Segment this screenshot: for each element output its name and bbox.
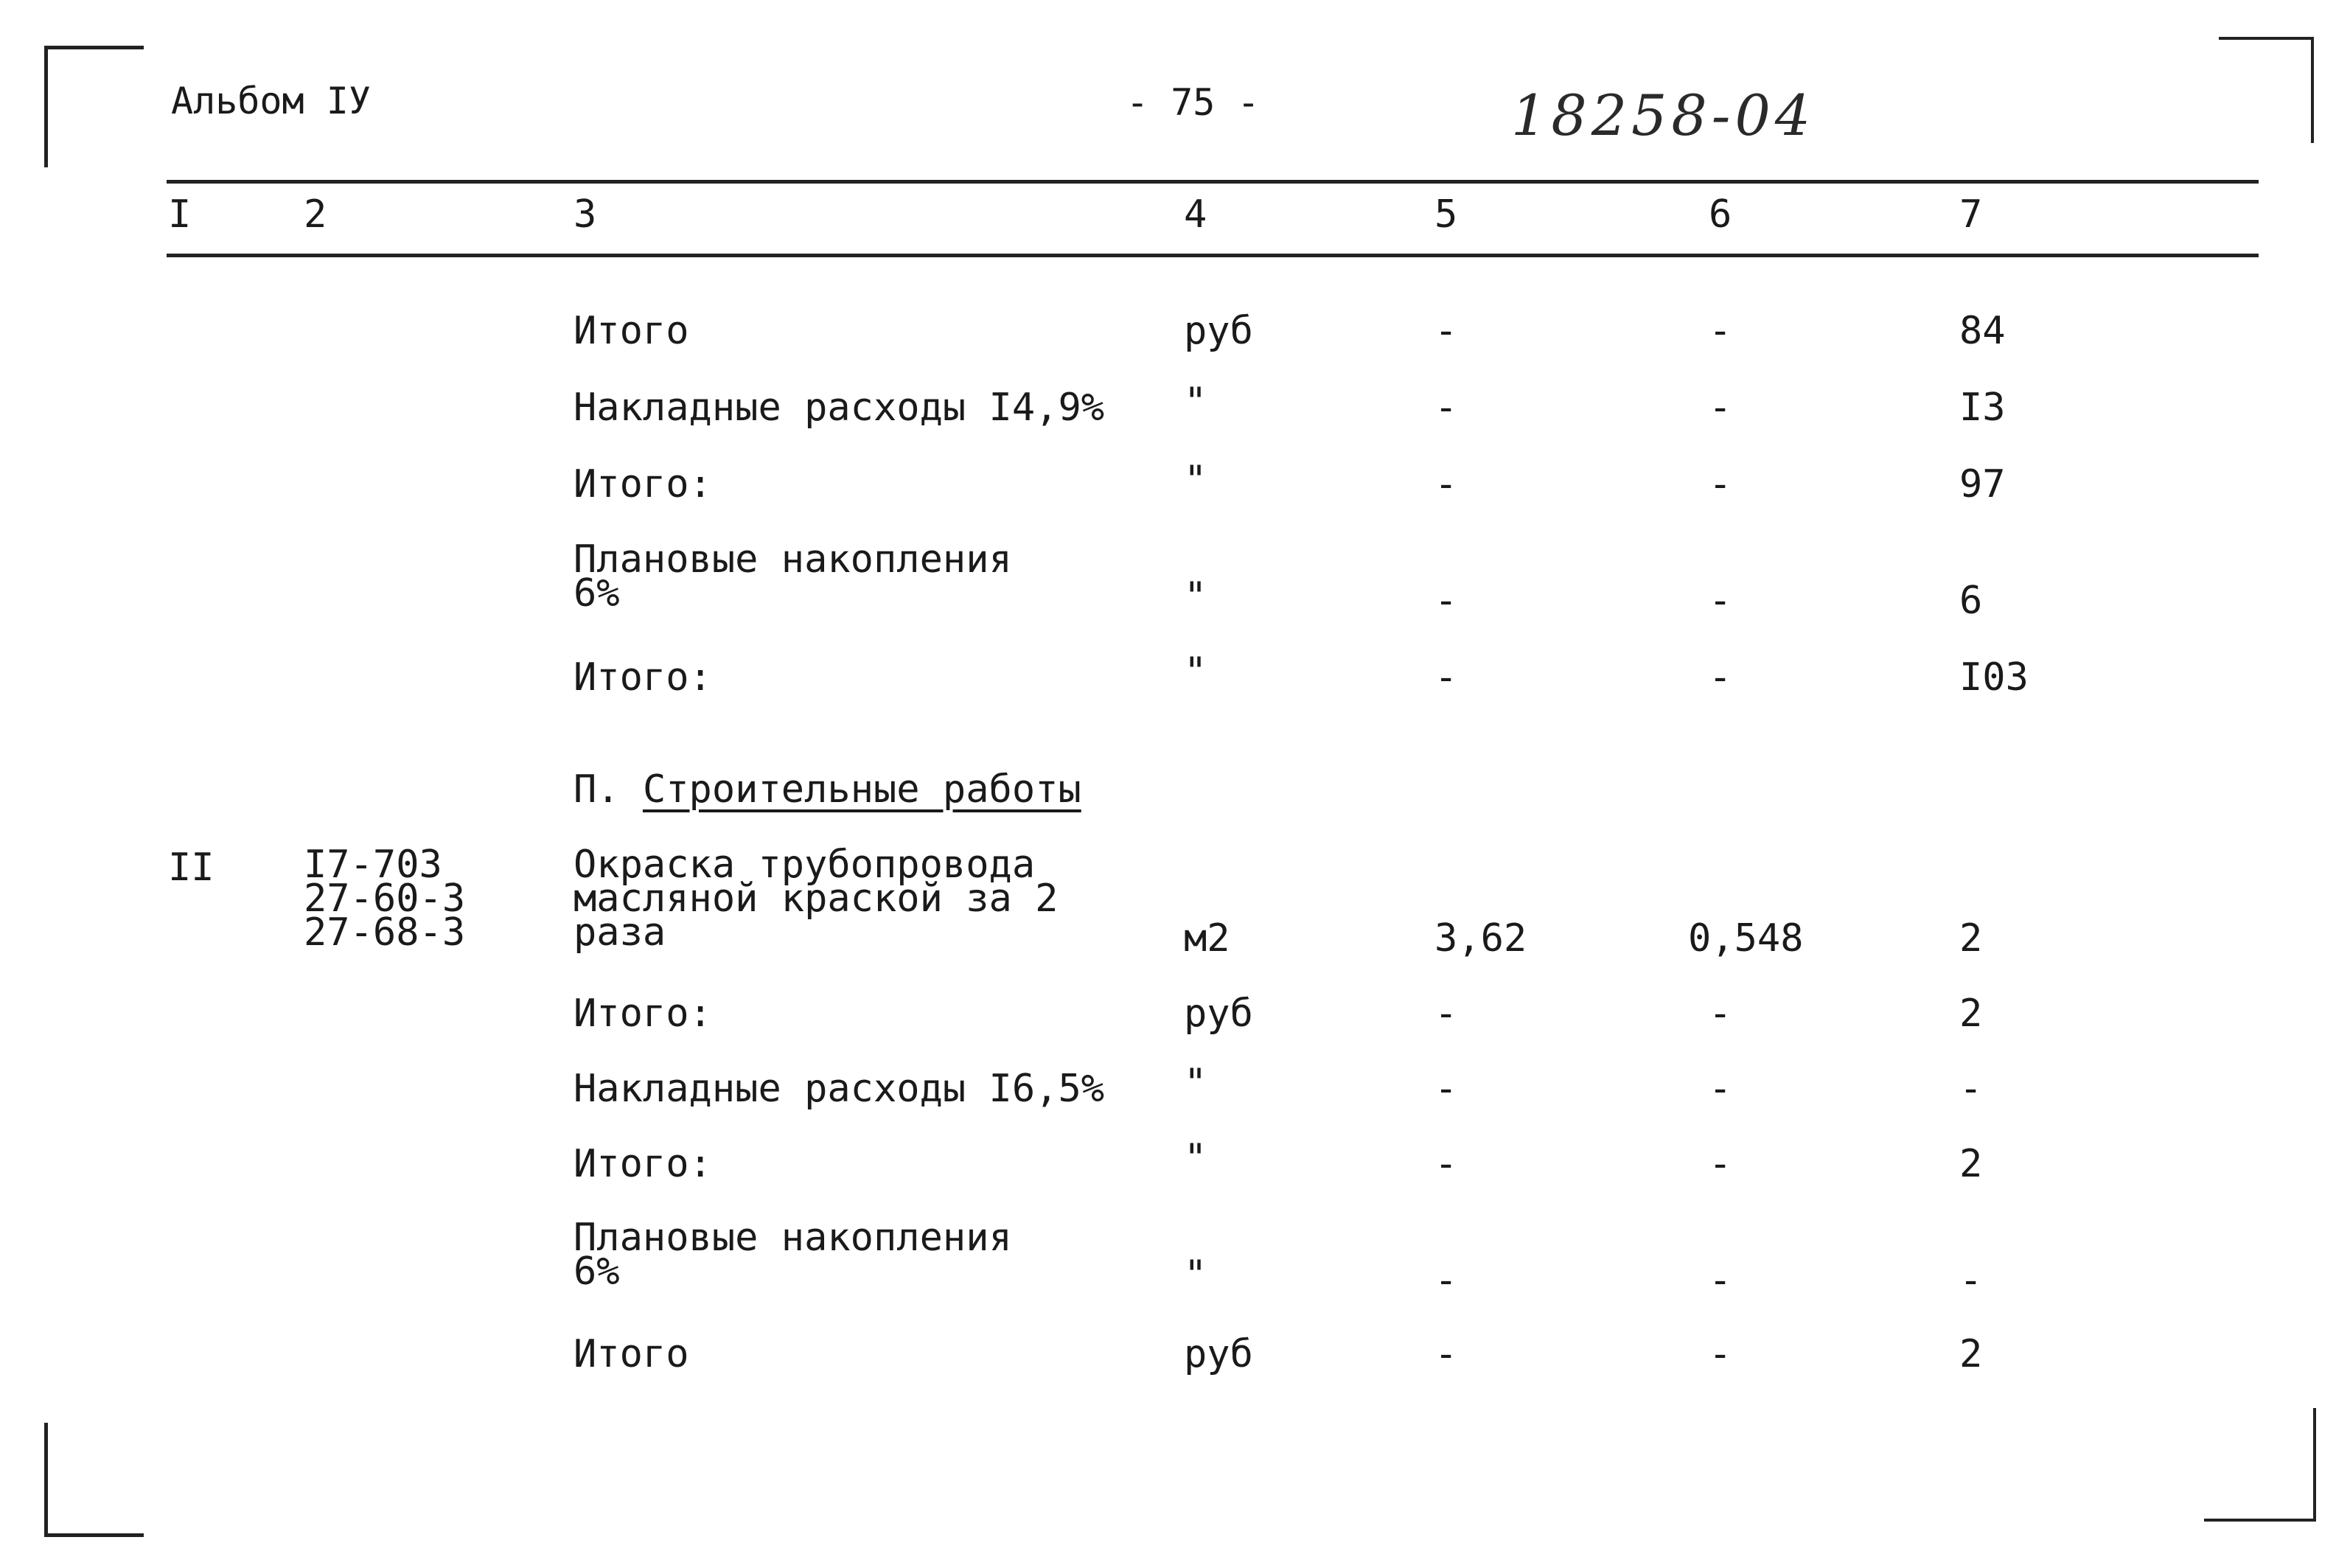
corner-mark-top-left	[44, 46, 144, 167]
row-name-line1: Плановые накопления	[573, 537, 1012, 582]
row-unit: "	[1184, 1252, 1207, 1297]
row-total: -	[1959, 1067, 1983, 1111]
row-name: Итого	[573, 309, 689, 353]
row-unit: руб	[1184, 1332, 1253, 1376]
row-col6: -	[1709, 462, 1732, 506]
row-total: 6	[1959, 579, 1983, 623]
corner-mark-bottom-right	[2204, 1408, 2316, 1522]
doc-code-handwritten: 18258-04	[1511, 83, 1816, 148]
row-total: 2	[1959, 992, 1983, 1036]
row-unit: "	[1184, 574, 1207, 619]
row-col6: -	[1709, 1142, 1732, 1186]
row-col6: -	[1709, 579, 1732, 623]
row-col6: -	[1709, 386, 1732, 430]
row-total: -	[1959, 1258, 1983, 1303]
row-col5: -	[1434, 1258, 1458, 1303]
row-col5: -	[1434, 1142, 1458, 1186]
row-total: 2	[1959, 1142, 1983, 1186]
row-name: Итого	[573, 1332, 689, 1376]
row-col5: -	[1434, 386, 1458, 430]
col-header-7: 7	[1959, 192, 1983, 237]
col-header-4: 4	[1184, 192, 1207, 237]
row-unit: "	[1184, 458, 1207, 502]
row-unit: "	[1184, 649, 1207, 694]
row-col5: -	[1434, 992, 1458, 1036]
item-code: 27-60-3	[304, 877, 466, 921]
row-col6: -	[1709, 655, 1732, 700]
row-unit: "	[1184, 380, 1207, 424]
row-name: Итого:	[573, 1142, 712, 1186]
item-desc-line: раза	[573, 910, 666, 955]
item-unit-price: 0,548	[1688, 916, 1804, 961]
section-number: П.	[573, 767, 620, 812]
row-total: 84	[1959, 309, 2006, 353]
row-name-line1: Плановые накопления	[573, 1216, 1012, 1260]
top-rule	[167, 180, 2259, 184]
row-unit: "	[1184, 1136, 1207, 1180]
row-name: Накладные расходы I6,5%	[573, 1067, 1105, 1111]
row-total: I3	[1959, 386, 2006, 430]
row-unit: руб	[1184, 992, 1253, 1036]
row-total: 2	[1959, 1332, 1983, 1376]
row-unit: руб	[1184, 309, 1253, 353]
row-name: Итого:	[573, 462, 712, 506]
row-name: Итого:	[573, 992, 712, 1036]
col-header-6: 6	[1709, 192, 1732, 237]
item-unit: м2	[1184, 916, 1230, 961]
section-title: Строительные работы	[642, 767, 1081, 812]
row-total: I03	[1959, 655, 2029, 700]
corner-mark-bottom-left	[44, 1423, 144, 1537]
item-quantity: 3,62	[1434, 916, 1527, 961]
col-header-3: 3	[573, 192, 597, 237]
row-total: 97	[1959, 462, 2006, 506]
col-header-5: 5	[1434, 192, 1458, 237]
row-name: Накладные расходы I4,9%	[573, 386, 1105, 430]
row-unit: "	[1184, 1061, 1207, 1105]
row-name: Итого:	[573, 655, 712, 700]
col-header-1: I	[168, 192, 192, 237]
item-desc-line: масляной краской за 2	[573, 877, 1059, 921]
row-col5: -	[1434, 1067, 1458, 1111]
row-col6: -	[1709, 992, 1732, 1036]
row-name	[573, 1216, 1012, 1294]
item-description	[573, 843, 1059, 955]
row-col6: -	[1709, 1332, 1732, 1376]
header-bottom-rule	[167, 254, 2259, 257]
row-col6: -	[1709, 1258, 1732, 1303]
row-name-line2: 6%	[573, 571, 620, 616]
row-col5: -	[1434, 309, 1458, 353]
item-desc-line: Окраска трубопровода	[573, 843, 1036, 887]
row-col5: -	[1434, 655, 1458, 700]
album-label: Альбом IУ	[171, 80, 371, 122]
corner-mark-top-right	[2219, 37, 2314, 143]
page-number: - 75 -	[1126, 81, 1260, 124]
row-name-line2: 6%	[573, 1250, 620, 1294]
item-number: II	[168, 846, 215, 890]
item-code: 27-68-3	[304, 910, 466, 955]
item-total: 2	[1959, 916, 1983, 961]
section-heading	[573, 767, 1081, 812]
row-col5: -	[1434, 579, 1458, 623]
item-codes	[304, 843, 466, 955]
row-col6: -	[1709, 309, 1732, 353]
item-code: I7-703	[304, 843, 442, 887]
row-col5: -	[1434, 1332, 1458, 1376]
row-col5: -	[1434, 462, 1458, 506]
col-header-2: 2	[304, 192, 327, 237]
row-col6: -	[1709, 1067, 1732, 1111]
row-name	[573, 537, 1012, 616]
